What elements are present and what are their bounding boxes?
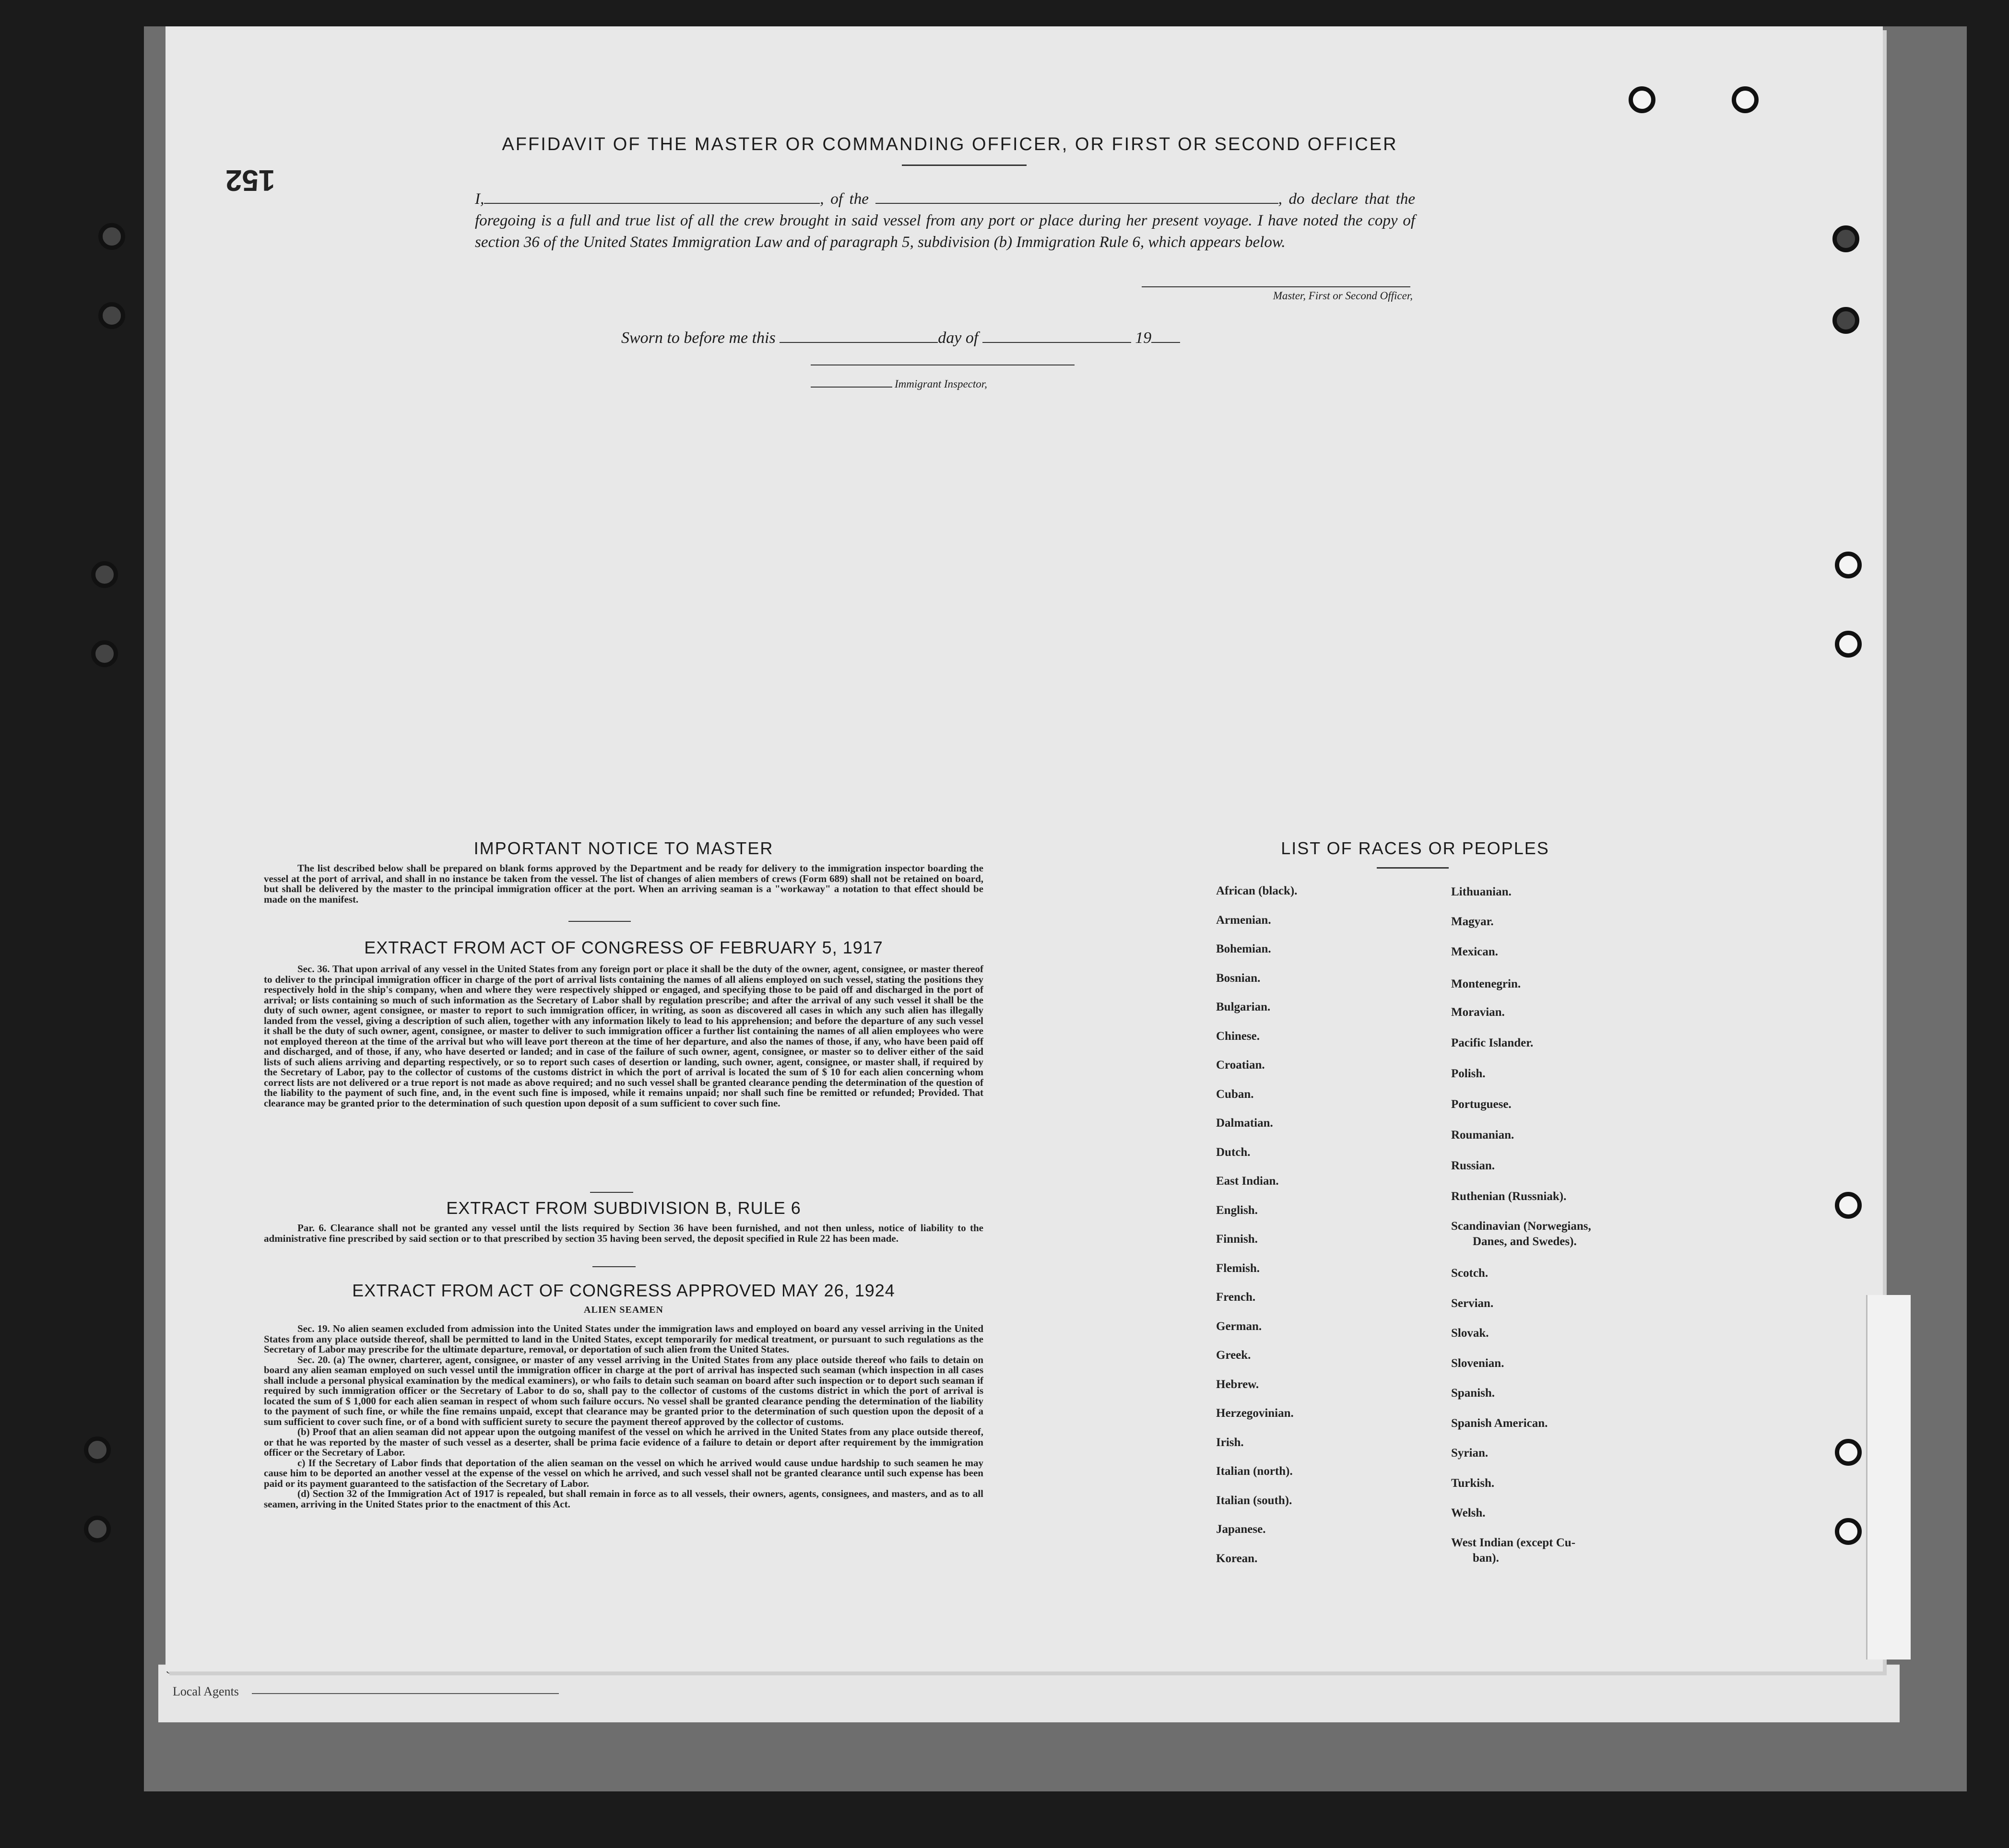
race-item: Welsh.	[1451, 1507, 1486, 1519]
year-prefix: 19	[1135, 329, 1152, 347]
race-item: Hebrew.	[1216, 1378, 1259, 1391]
extract3-title: EXTRACT FROM ACT OF CONGRESS APPROVED MAY 26, 1924	[352, 1281, 895, 1300]
race-item: Spanish.	[1451, 1387, 1495, 1400]
handwritten-number: 152	[225, 164, 275, 197]
binder-hole	[1835, 1439, 1862, 1466]
extract1-text	[264, 964, 983, 1108]
race-item: Syrian.	[1451, 1447, 1489, 1460]
sworn-year-blank	[1151, 330, 1180, 343]
sec20a-paragraph: Sec. 20. (a) The owner, charterer, agent, consignee, or master of any vessel arriving in the United States from any place outside thereof who fails to detain on board any alien seaman employed on such vessel until the immigration officer in charge at the port of arrival has inspected such seaman (which inspection in all cases shall include a personal physical examination by the medical examiners), or who fails to detain such seaman on board after such inspection or to deport such seaman if required by such immigration officer or the Secretary of Labor to do so, shall pay to the collector of customs of the customs district in which the port of arrival is located the sum of $ 1,000 for each alien seaman in respect of whom such failure occurs. No vessel shall be granted clearance pending the determination of the liability to the payment of such fine, or while the fine remains unpaid, except that clearance may be granted prior to the determination of such question upon the deposit of a sum sufficient to cover such fine, or of a bond with sufficient surety to secure the payment thereof approved by the collector of customs.	[264, 1354, 983, 1427]
sec19-paragraph: Sec. 19. No alien seamen excluded from admission into the United States under the immigration laws and employed on board any vessel arriving in the United States from any place outside thereof, shall be permitted to land in the United States, except temporarily for medical treatment, or pursuant to such regulations as the Secretary of Labor may prescribe for the ultimate departure, removal, or deportation of such alien from the United States.	[264, 1323, 983, 1355]
race-item: Portuguese.	[1451, 1098, 1512, 1111]
race-item: Italian (north).	[1216, 1465, 1293, 1478]
race-item: Mexican.	[1451, 945, 1498, 958]
race-item: Scotch.	[1451, 1267, 1489, 1280]
race-item: Bulgarian.	[1216, 1001, 1271, 1013]
extract3-subtitle: ALIEN SEAMEN	[584, 1305, 663, 1315]
race-item: Moravian.	[1451, 1006, 1505, 1019]
race-item: Bohemian.	[1216, 942, 1271, 955]
race-item: Herzegovinian.	[1216, 1407, 1294, 1420]
affidavit-rule	[902, 165, 1027, 166]
affidavit-declare: , do declare	[1278, 190, 1358, 208]
race-item: Bosnian.	[1216, 972, 1261, 985]
binder-hole	[1832, 307, 1859, 334]
race-item: Dalmatian.	[1216, 1117, 1273, 1130]
race-item: Finnish.	[1216, 1233, 1258, 1246]
affidavit-of-the: , of the	[820, 190, 869, 208]
race-item: Flemish.	[1216, 1262, 1260, 1275]
sworn-month-blank	[982, 330, 1131, 343]
binder-hole	[1835, 1192, 1862, 1219]
race-item: Dutch.	[1216, 1146, 1251, 1159]
extract2-paragraph: Par. 6. Clearance shall not be granted any vessel until the lists required by Section 36 have been furnished, and not then unless, notice of liability to the administrative fine prescribed by said section or to that prescribed by section 35 having been served, the deposit specified in Rule 22 has been made.	[264, 1222, 983, 1244]
affidavit-i: I,	[475, 190, 485, 208]
races-rule	[1377, 867, 1449, 869]
race-item: Russian.	[1451, 1159, 1495, 1172]
sec20c-paragraph: c) If the Secretary of Labor finds that deportation of the alien seaman on the vessel on which he arrived would cause undue hardship to such seamen he may cause him to be deported an another vessel at the expense of the vessel on which he arrived, and such vessel shall not be granted clearance until such expense has been paid or its payment guaranteed to the satisfaction of the Secretary of Labor.	[264, 1457, 983, 1489]
affidavit-text: that the foregoing is a full and true list of all the crew brought in said vessel from any port or place during her present voyage. I have noted the copy of section 36 of the United States Immigration Law and of paragraph 5, subdivision (b) Immigration Rule 6, which appears below.	[475, 190, 1416, 251]
race-item: Ruthenian (Russniak).	[1451, 1190, 1567, 1203]
race-item: Chinese.	[1216, 1030, 1260, 1043]
sworn-day-blank	[780, 330, 938, 343]
race-item: Slovak.	[1451, 1327, 1489, 1340]
race-item: Spanish American.	[1451, 1417, 1548, 1430]
affidavit-body	[475, 188, 1415, 253]
binder-hole	[84, 1436, 111, 1463]
race-item: French.	[1216, 1291, 1256, 1304]
race-item: Magyar.	[1451, 915, 1494, 928]
race-item: Servian.	[1451, 1297, 1494, 1310]
binder-hole	[98, 302, 125, 329]
binder-hole	[1835, 552, 1862, 578]
race-item: Japanese.	[1216, 1523, 1266, 1536]
race-item: Polish.	[1451, 1067, 1486, 1080]
binder-hole	[1832, 225, 1859, 252]
day-of-text: day of	[938, 329, 979, 347]
race-item: Pacific Islander.	[1451, 1036, 1534, 1049]
race-item: West Indian (except Cu-	[1451, 1536, 1576, 1549]
race-item: Armenian.	[1216, 914, 1271, 927]
sworn-text: Sworn to before me this	[621, 329, 776, 347]
section-rule	[590, 1192, 633, 1193]
race-item: Montenegrin.	[1451, 977, 1521, 990]
race-item: African (black).	[1216, 884, 1298, 897]
race-item: Scandinavian (Norwegians,	[1451, 1220, 1591, 1233]
binder-hole	[84, 1516, 111, 1542]
affidavit-title: AFFIDAVIT OF THE MASTER OR COMMANDING OFFICER, OR FIRST OR SECOND OFFICER	[502, 134, 1398, 154]
officer-name-blank	[484, 190, 820, 204]
race-item: Italian (south).	[1216, 1494, 1292, 1507]
extract2-text	[264, 1223, 983, 1244]
race-item: Turkish.	[1451, 1477, 1495, 1490]
local-agents-label: Local Agents	[173, 1684, 239, 1698]
extract1-paragraph: Sec. 36. That upon arrival of any vessel in the United States from any foreign port or place it shall be the duty of the owner, agent, consignee, or master thereof to deliver to the principal immigration officer in charge of the port of arrival lists containing the names of all aliens employed on such vessel, stating the positions they respectively hold in the ship's company, when and where they were respectively shipped or engaged, and specifying those to be paid off and discharged in the port of arrival; or lists containing so much of such information as the Secretary of Labor shall by regulation prescribe; and after the arrival of any such vessel it shall be the duty of such owner, agent consignee, or master to report to such immigration officer, in writing, as soon as discovered all cases in which any such alien has illegally landed from the vessel, giving a description of such alien, together with any information likely to lead to his apprehension; and before the departure of any such vessel it shall be the duty of such owner, agent, consignee, or master to deliver to such immigration officer a further list containing the names of all alien employees who were not employed thereon at the time of the arrival but who will leave port thereon at the time of her departure, and also the names of those, if any, who have been paid off and discharged, and of those, if any, who have deserted or landed; and in case of the failure of such owner, agent, consignee, or master so to deliver either of the said lists of such aliens arriving and departing respectively, or so to report such cases of desertion or landing, such owner, agent, consignee, or master shall, if required by the Secretary of Labor, pay to the collector of customs of the customs district in which the port of arrival is located the sum of $ 10 for each alien concerning whom correct lists are not delivered or a true report is not made as above required; and no such vessel shall be granted clearance pending the determination of the question of the liability to the payment of such fine, and, in the event such fine is imposed, while it remains unpaid; nor shall such fine be remitted or refunded; Provided. That clearance may be granted prior to the determination of such question upon deposit of a sum sufficient to cover such fine.	[264, 963, 983, 1109]
binder-hole	[1732, 86, 1759, 113]
race-item: Cuban.	[1216, 1088, 1254, 1101]
race-item: Greek.	[1216, 1349, 1251, 1362]
section-rule	[568, 921, 631, 922]
binder-hole	[98, 223, 125, 250]
notice-title: IMPORTANT NOTICE TO MASTER	[473, 838, 774, 858]
notice-paragraph: The list described below shall be prepared on blank forms approved by the Department and be ready for delivery to the immigration inspector boarding the vessel at the port of arrival, and shall in no instance be taken from the vessel. The list of changes of alien members of crews (Form 689) shall not be retained on board, but shall be delivered by the master to the principal immigration officer at the port. When an arriving seaman is a "workaway" a notation to that effect should be made on the manifest.	[264, 862, 983, 905]
race-item: East Indian.	[1216, 1175, 1279, 1188]
inspector-caption: Immigrant Inspector,	[895, 378, 987, 390]
race-item: Croatian.	[1216, 1059, 1265, 1071]
binder-hole	[1835, 1518, 1862, 1545]
signature-caption: Master, First or Second Officer,	[1273, 290, 1413, 302]
page-curl	[1866, 1295, 1911, 1660]
race-item: Roumanian.	[1451, 1129, 1514, 1142]
sec20d-paragraph: (d) Section 32 of the Immigration Act of 1917 is repealed, but shall remain in force as to all vessels, their owners, agents, consignees, and masters, and as to all seamen, arriving in the United States prior to the enactment of this Act.	[264, 1488, 983, 1510]
inspector-line	[811, 387, 892, 388]
local-agents-line	[252, 1693, 559, 1694]
binder-hole	[91, 640, 118, 667]
sworn-line	[621, 329, 1180, 347]
vessel-name-blank	[875, 190, 1278, 204]
extract3-text	[264, 1324, 983, 1509]
section-rule	[592, 1266, 636, 1267]
binder-hole	[1835, 631, 1862, 658]
extract2-title: EXTRACT FROM SUBDIVISION B, RULE 6	[446, 1198, 801, 1218]
signature-line	[1142, 286, 1410, 287]
notice-text	[264, 863, 983, 905]
race-item: Slovenian.	[1451, 1357, 1504, 1370]
races-title: LIST OF RACES OR PEOPLES	[1281, 838, 1549, 858]
sec20b-paragraph: (b) Proof that an alien seaman did not appear upon the outgoing manifest of the vessel on which he arrived in the United States from any place outside thereof, or that he was reported by the master of such vessel as a deserter, shall be prima facie evidence of a failure to detain or deport after requirement by the immigration officer or the Secretary of Labor.	[264, 1426, 983, 1458]
extract1-title: EXTRACT FROM ACT OF CONGRESS OF FEBRUARY 5, 1917	[364, 938, 883, 957]
race-item: Irish.	[1216, 1436, 1244, 1449]
binder-hole	[91, 561, 118, 588]
race-item-continued: ban).	[1473, 1552, 1499, 1565]
race-item-continued: Danes, and Swedes).	[1473, 1235, 1577, 1248]
binder-hole	[1629, 86, 1655, 113]
race-item: German.	[1216, 1320, 1262, 1333]
race-item: English.	[1216, 1204, 1258, 1217]
race-item: Korean.	[1216, 1552, 1258, 1565]
race-item: Lithuanian.	[1451, 885, 1512, 898]
